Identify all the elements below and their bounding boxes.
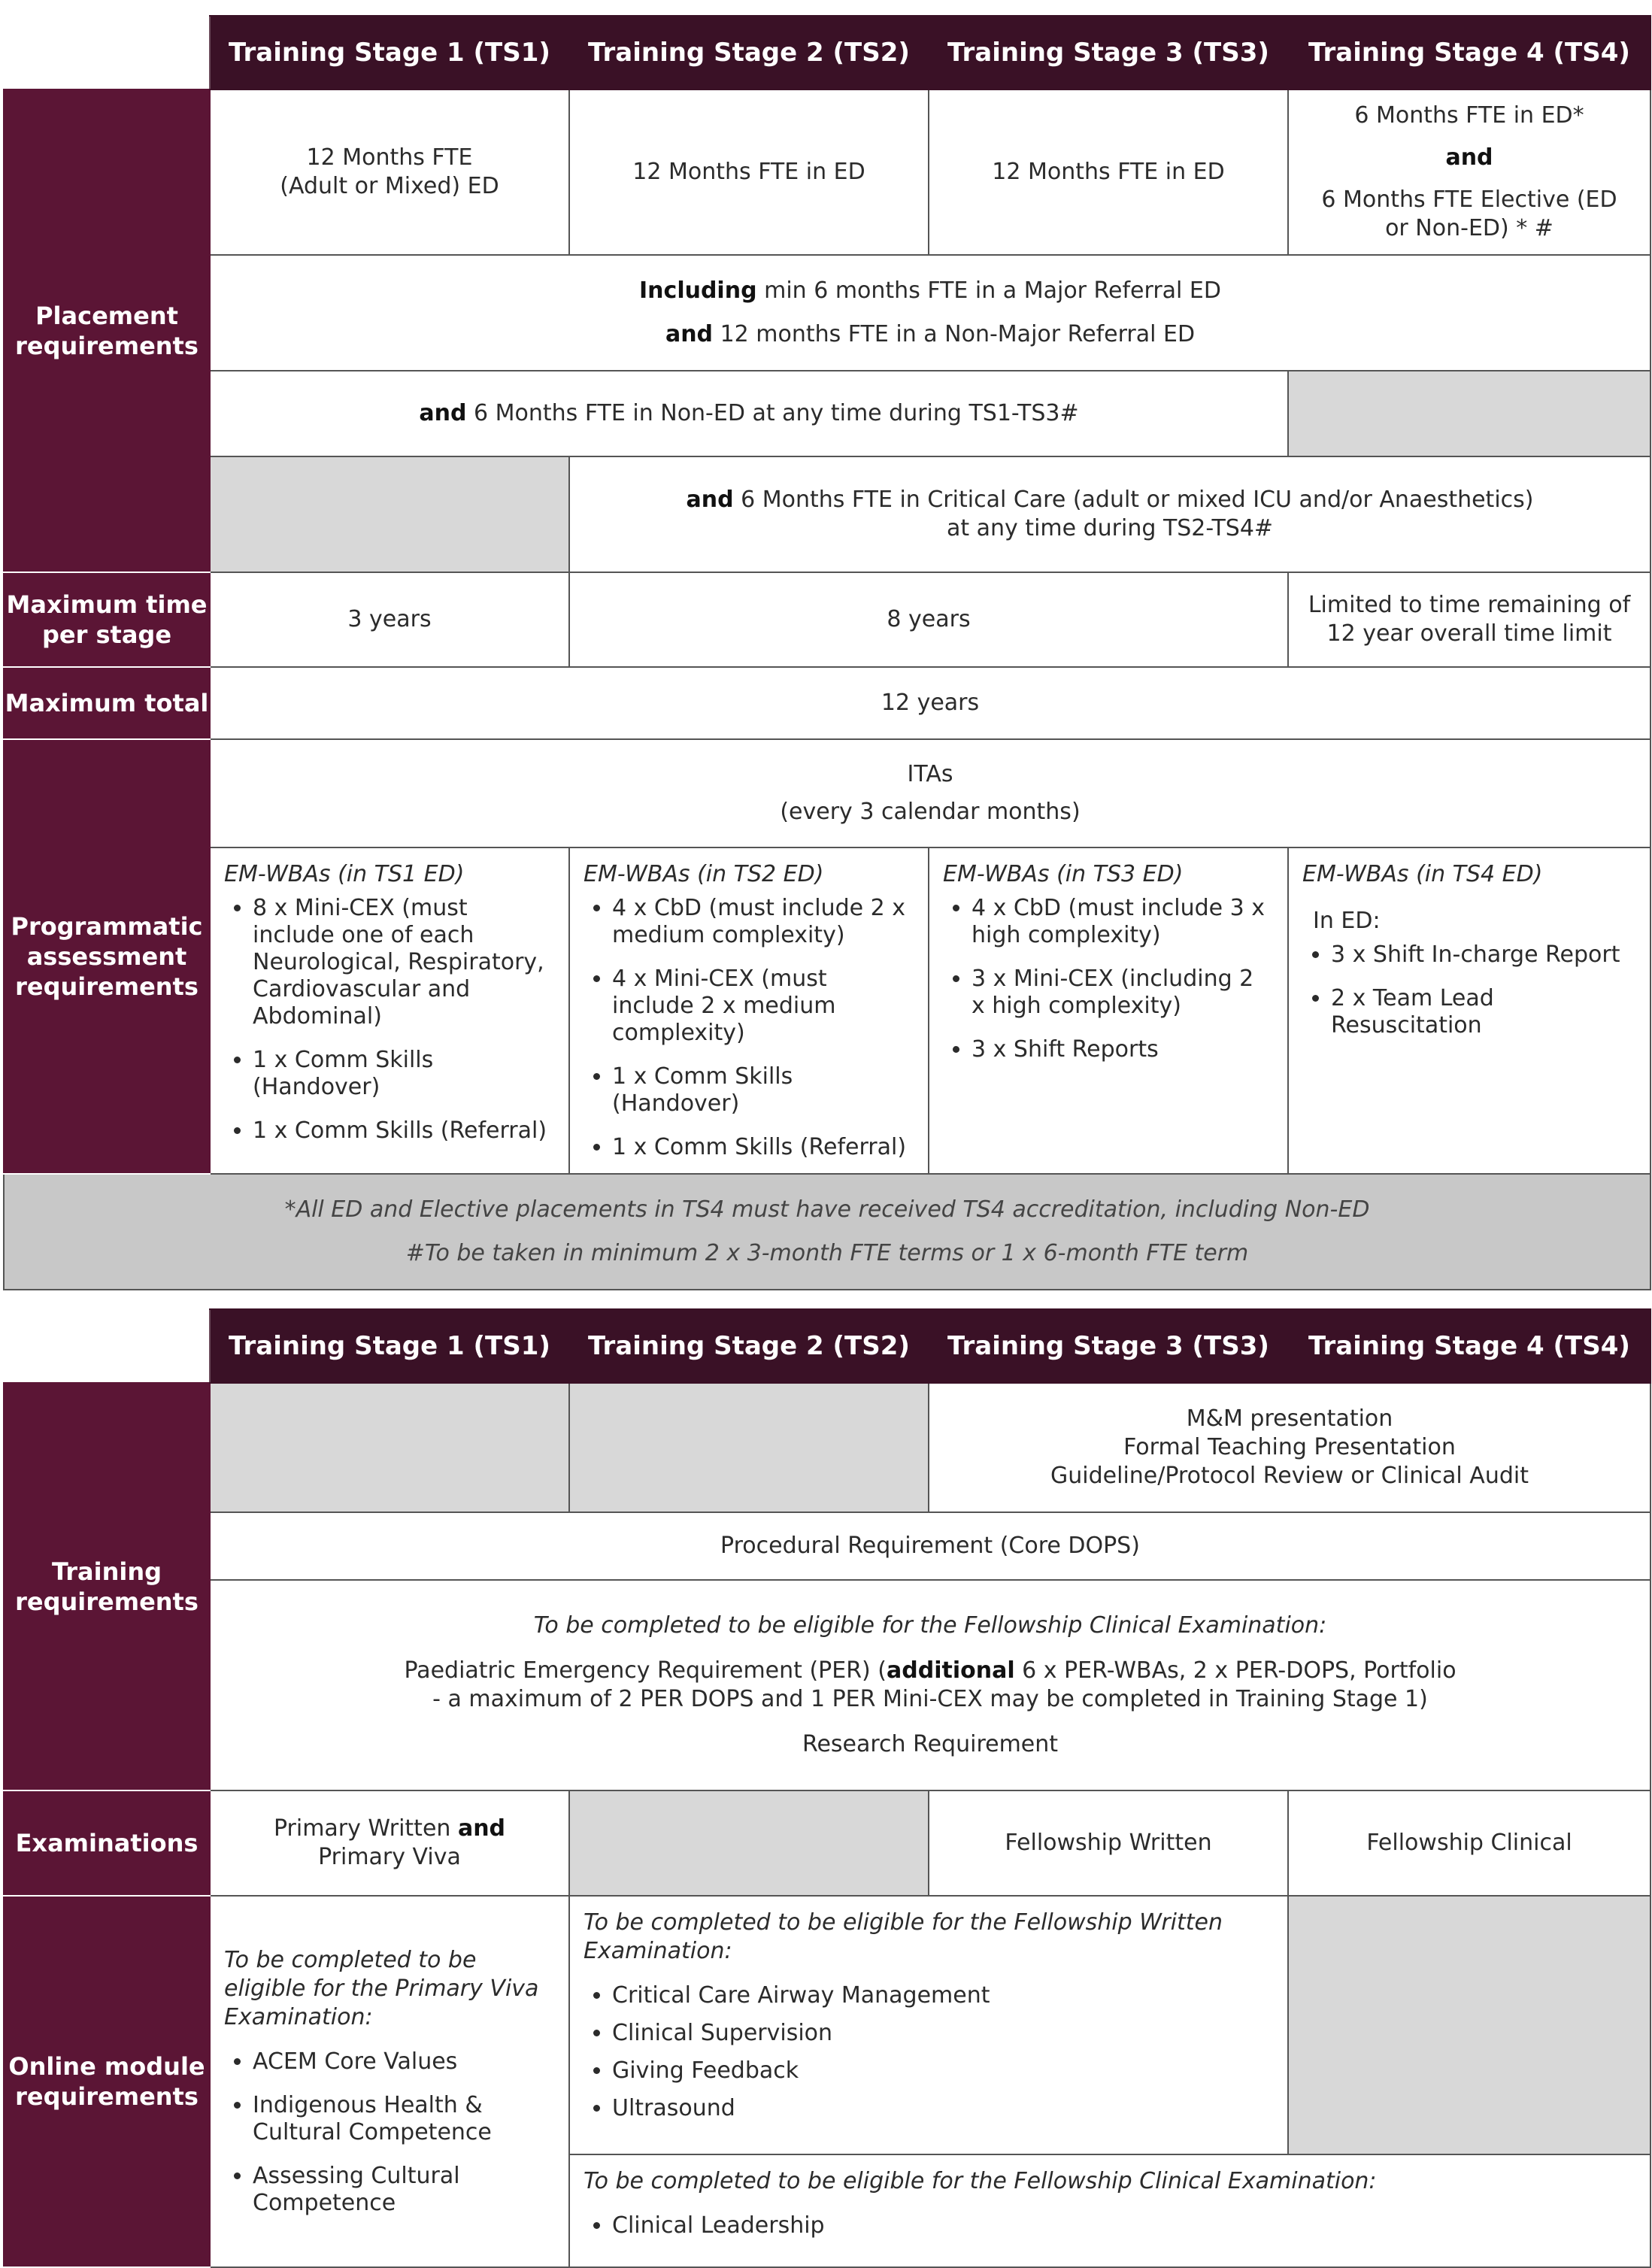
list-item: • 3 x Shift In-charge Report	[1331, 941, 1636, 969]
corner-cell	[4, 16, 210, 89]
placement-ts3: 12 Months FTE in ED	[929, 89, 1288, 255]
bold-text: and	[686, 487, 734, 513]
placement-ts1	[210, 89, 569, 255]
list-item: • Giving Feedback	[612, 2057, 1274, 2085]
training-requirements-table	[3, 1308, 1651, 2268]
row-header-training: Training requirements	[4, 1383, 210, 1790]
list	[943, 895, 1274, 1063]
row-header-online-modules: Online module requirements	[4, 1896, 210, 2267]
col-header-ts2: Training Stage 2 (TS2)	[569, 16, 929, 89]
cell-text: ITAs	[907, 761, 953, 787]
placement-ts4	[1288, 89, 1650, 255]
list-item: • 3 x Mini-CEX (including 2 x high complexity)	[971, 966, 1274, 1020]
cell-text: 12 months FTE in a Non-Major Referral ED	[713, 321, 1196, 347]
online-fellowship-clinical	[569, 2154, 1650, 2267]
cell-text: Primary Viva	[318, 1844, 461, 1870]
col-header-ts1: Training Stage 1 (TS1)	[210, 16, 569, 89]
empty-cell	[210, 1383, 569, 1512]
table-row	[4, 371, 1650, 456]
list-item: • 8 x Mini-CEX (must include one of each Neurological, Respiratory, Cardiovascular and Abdominal)	[253, 895, 555, 1030]
bold-text: Including	[639, 277, 757, 304]
list-item: • 4 x CbD (must include 2 x medium complexity)	[612, 895, 914, 949]
row-header-examinations: Examinations	[4, 1790, 210, 1896]
empty-cell	[1288, 371, 1650, 456]
cell-text: 12 Months FTE	[306, 144, 473, 171]
cell-text: 6 Months FTE in ED*	[1354, 102, 1584, 129]
footnote-row	[4, 1174, 1650, 1290]
list-item: • 1 x Comm Skills (Referral)	[253, 1117, 555, 1145]
table-row	[4, 847, 1650, 1174]
cell-title: EM-WBAs (in TS2 ED)	[584, 861, 824, 887]
procedural-requirement: Procedural Requirement (Core DOPS)	[210, 1512, 1650, 1580]
list-item: • Critical Care Airway Management	[612, 1982, 1274, 2009]
col-header-ts1: Training Stage 1 (TS1)	[210, 1309, 569, 1383]
cell-text: (Adult or Mixed) ED	[280, 173, 499, 199]
placement-ts2: 12 Months FTE in ED	[569, 89, 929, 255]
exam-ts4: Fellowship Clinical	[1288, 1790, 1650, 1896]
cell-text: M&M presentation	[1186, 1405, 1393, 1432]
cell-text-bold: and	[1445, 144, 1493, 171]
table-header-row	[4, 1309, 1650, 1383]
exam-ts1	[210, 1790, 569, 1896]
table-row	[4, 1383, 1650, 1512]
list	[224, 895, 555, 1145]
cell-text: Guideline/Protocol Review or Clinical Audit	[1050, 1463, 1529, 1489]
list-item: • 1 x Comm Skills (Referral)	[612, 1134, 914, 1161]
table-row	[4, 667, 1650, 739]
online-fellowship-written	[569, 1896, 1288, 2154]
list-item: • Clinical Leadership	[612, 2212, 1636, 2239]
corner-cell	[4, 1309, 210, 1383]
col-header-ts4: Training Stage 4 (TS4)	[1288, 1309, 1650, 1383]
cell-text: Formal Teaching Presentation	[1123, 1434, 1456, 1460]
cell-text: (every 3 calendar months)	[780, 799, 1081, 825]
cell-title: To be completed to be eligible for the Fellowship Clinical Examination:	[584, 2168, 1377, 2194]
list-item: • ACEM Core Values	[253, 2048, 555, 2075]
list-item: • 3 x Shift Reports	[971, 1036, 1274, 1063]
table-row	[4, 739, 1650, 847]
cell-title: EM-WBAs (in TS3 ED)	[943, 861, 1184, 887]
em-wbas-ts1	[210, 847, 569, 1174]
row-header-max-total: Maximum total	[4, 667, 210, 739]
cell-title: EM-WBAs (in TS4 ED)	[1302, 861, 1543, 887]
table-row	[4, 1896, 1650, 2154]
cell-text: 6 Months FTE Elective (ED or Non-ED) * #	[1321, 186, 1617, 241]
em-wbas-ts2	[569, 847, 929, 1174]
bold-text: and	[665, 321, 714, 347]
list	[224, 2048, 555, 2217]
cell-text: min 6 months FTE in a Major Referral ED	[756, 277, 1221, 304]
cell-text: 6 Months FTE in Critical Care (adult or mixed ICU and/or Anaesthetics)	[733, 487, 1534, 513]
cell-text: 6 Months FTE in Non-ED at any time during TS1-TS3#	[466, 400, 1079, 426]
table-row	[4, 89, 1650, 255]
col-header-ts2: Training Stage 2 (TS2)	[569, 1309, 929, 1383]
placement-non-ed	[210, 371, 1288, 456]
bold-text: additional	[887, 1657, 1015, 1684]
col-header-ts3: Training Stage 3 (TS3)	[929, 1309, 1288, 1383]
bold-text: and	[457, 1815, 506, 1842]
exam-ts3: Fellowship Written	[929, 1790, 1288, 1896]
itas-cell	[210, 739, 1650, 847]
em-wbas-ts4	[1288, 847, 1650, 1174]
footnote: *All ED and Elective placements in TS4 must have received TS4 accreditation, including Non-ED	[284, 1196, 1370, 1223]
cell-text: 6 x PER-WBAs, 2 x PER-DOPS, Portfolio	[1014, 1657, 1456, 1684]
max-total-value: 12 years	[210, 667, 1650, 739]
max-time-ts4: Limited to time remaining of 12 year overall time limit	[1288, 572, 1650, 667]
list-item: • 4 x Mini-CEX (must include 2 x medium complexity)	[612, 966, 914, 1047]
cell-text: Paediatric Emergency Requirement (PER) (	[404, 1657, 887, 1684]
row-header-max-time: Maximum time per stage	[4, 572, 210, 667]
cell-text: Research Requirement	[802, 1731, 1059, 1757]
cell-text: Primary Written	[273, 1815, 458, 1842]
list-item: • 1 x Comm Skills (Handover)	[253, 1047, 555, 1101]
empty-cell	[210, 456, 569, 572]
list-item: • Ultrasound	[612, 2095, 1274, 2122]
col-header-ts4: Training Stage 4 (TS4)	[1288, 16, 1650, 89]
footnotes	[4, 1174, 1650, 1290]
em-wbas-ts3	[929, 847, 1288, 1174]
list-item: • Assessing Cultural Competence	[253, 2163, 555, 2217]
empty-cell	[569, 1383, 929, 1512]
cell-text: at any time during TS2-TS4#	[946, 515, 1274, 541]
cell-title: EM-WBAs (in TS1 ED)	[224, 861, 465, 887]
bold-text: and	[419, 400, 467, 426]
table-row	[4, 1580, 1650, 1790]
max-time-ts2-ts3: 8 years	[569, 572, 1288, 667]
list	[584, 895, 914, 1161]
list-item: • Clinical Supervision	[612, 2020, 1274, 2047]
list-item: • 2 x Team Lead Resuscitation	[1331, 985, 1636, 1039]
max-time-ts1: 3 years	[210, 572, 569, 667]
list	[584, 2212, 1636, 2239]
online-ts1	[210, 1896, 569, 2267]
cell-title: To be completed to be eligible for the Fellowship Written Examination:	[584, 1909, 1223, 1964]
cell-text: In ED:	[1313, 908, 1381, 934]
placement-referral-ed	[210, 255, 1650, 371]
list	[1302, 941, 1636, 1039]
cell-title: To be completed to be eligible for the Primary Viva Examination:	[224, 1947, 539, 2030]
table-row	[4, 572, 1650, 667]
table-header-row	[4, 16, 1650, 89]
table-row	[4, 1512, 1650, 1580]
table-row	[4, 255, 1650, 371]
cell-title: To be completed to be eligible for the Fellowship Clinical Examination:	[533, 1612, 1327, 1639]
training-ts3-ts4	[929, 1383, 1650, 1512]
placement-critical-care	[569, 456, 1650, 572]
footnote: #To be taken in minimum 2 x 3-month FTE terms or 1 x 6-month FTE term	[405, 1240, 1249, 1266]
list-item: • Indigenous Health & Cultural Competence	[253, 2092, 555, 2146]
empty-cell	[1288, 1896, 1650, 2154]
col-header-ts3: Training Stage 3 (TS3)	[929, 16, 1288, 89]
list-item: • 4 x CbD (must include 3 x high complexity)	[971, 895, 1274, 949]
cell-text: - a maximum of 2 PER DOPS and 1 PER Mini-CEX may be completed in Training Stage 1)	[432, 1686, 1428, 1712]
list-item: • 1 x Comm Skills (Handover)	[612, 1063, 914, 1117]
row-header-placement: Placement requirements	[4, 89, 210, 572]
list	[584, 1982, 1274, 2122]
training-placement-table	[3, 15, 1651, 1290]
empty-cell	[569, 1790, 929, 1896]
fellowship-clinical-requirements	[210, 1580, 1650, 1790]
table-row	[4, 1790, 1650, 1896]
table-row	[4, 456, 1650, 572]
row-header-programmatic: Programmatic assessment requirements	[4, 739, 210, 1174]
